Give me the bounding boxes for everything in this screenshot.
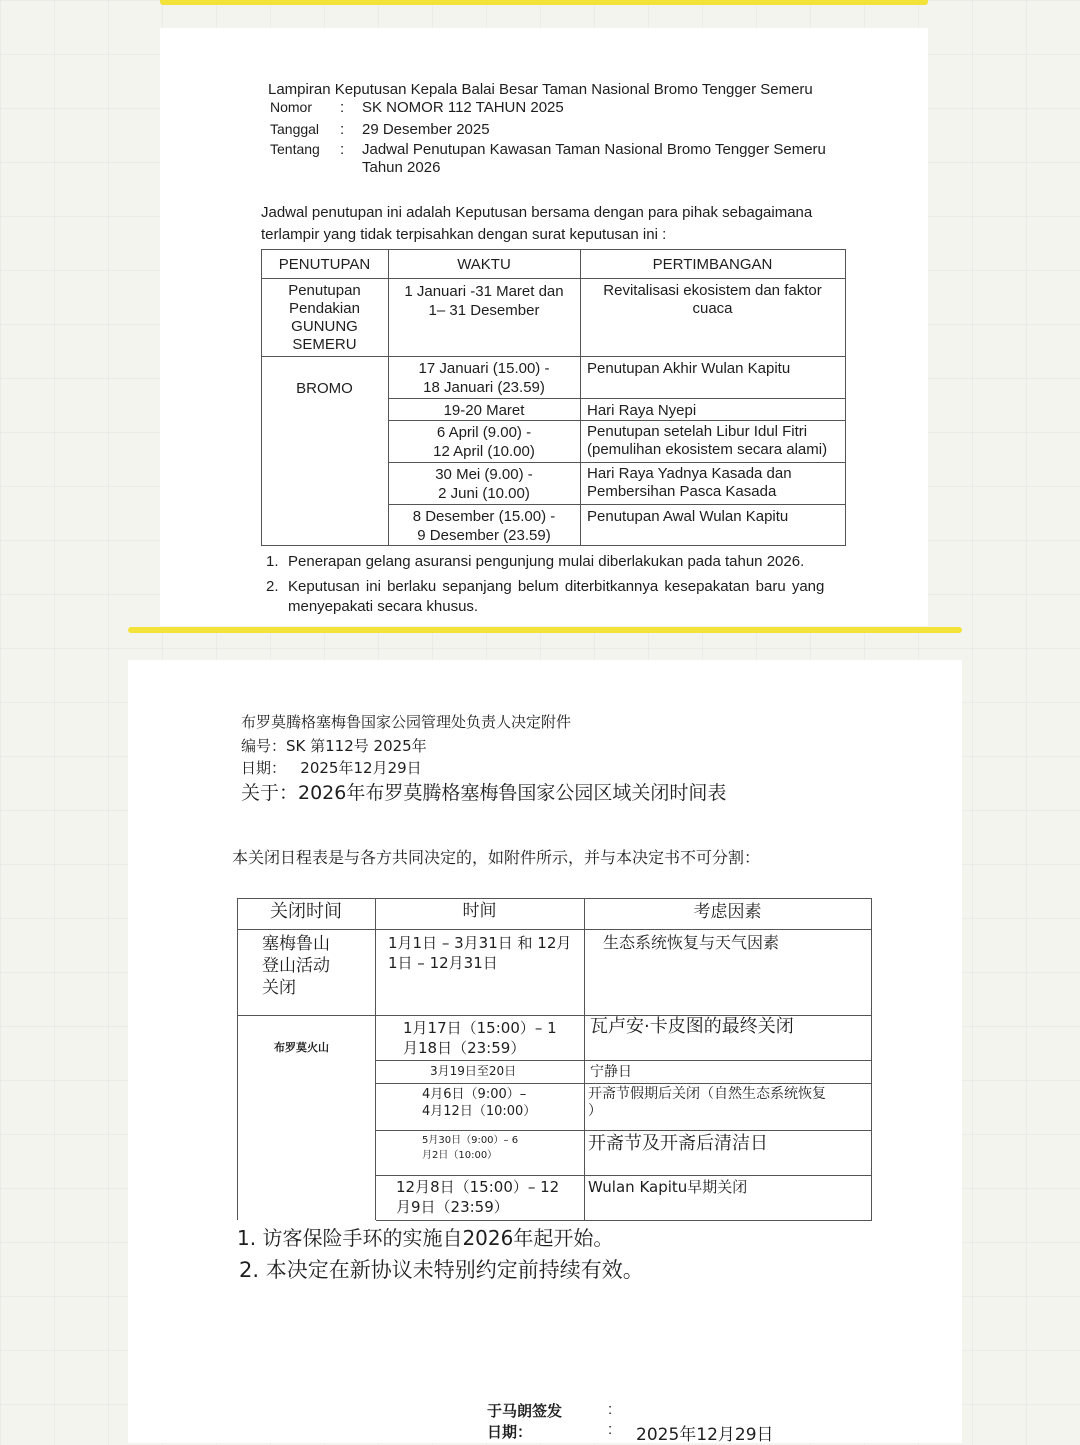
intro-line-1: Jadwal penutupan ini adalah Keputusan bersama dengan para pihak sebagaimana — [261, 204, 813, 221]
bromo-row-5-time: 8 Desember (15.00) - 9 Desember (23.59) — [412, 508, 556, 544]
tentang-value-1: Jadwal Penutupan Kawasan Taman Nasional Bromo Tengger Semeru — [362, 141, 826, 158]
zh-bromo-row-2-reason: 宁静日 — [590, 1064, 632, 1080]
table-line — [376, 1175, 872, 1176]
top-yellow-bar — [160, 0, 928, 5]
zh-doc-subject: 关于：2026年布罗莫腾格塞梅鲁国家公园区域关闭时间表 — [241, 782, 727, 804]
note-2-number: 2. — [266, 578, 279, 595]
bromo-row-4-reason: Hari Raya Yadnya Kasada dan Pembersihan Pasca Kasada — [587, 465, 792, 500]
zh-semeru-label: 塞梅鲁山 登山活动 关闭 — [262, 934, 330, 998]
tanggal-label: Tanggal — [270, 121, 320, 137]
note-1-text: Penerapan gelang asuransi pengunjung mulai diberlakukan pada tahun 2026. — [288, 553, 805, 570]
sign-date-colon: : — [608, 1421, 613, 1438]
zh-column-header-closure: 关闭时间 — [270, 901, 342, 922]
table-line — [261, 545, 846, 546]
bromo-label: BROMO — [296, 380, 353, 397]
tentang-label: Tentang — [270, 141, 320, 157]
tanggal-colon: : — [340, 121, 345, 138]
sign-place: 于马朗签发 — [487, 1402, 563, 1420]
table-line — [388, 504, 846, 505]
zh-bromo-row-4-time: 5月30日（9:00）– 6 月2日（10:00） — [422, 1135, 519, 1161]
zh-semeru-time: 1月1日 – 3月31日 和 12月 1日 – 12月31日 — [388, 934, 572, 972]
semeru-time: 1 Januari -31 Maret dan 1– 31 Desember — [404, 283, 564, 319]
nomor-colon: : — [340, 99, 345, 116]
zh-doc-date: 日期： 2025年12月29日 — [241, 759, 422, 777]
zh-semeru-reason: 生态系统恢复与天气因素 — [603, 933, 780, 952]
semeru-reason: Revitalisasi ekosistem dan faktor cuaca — [603, 282, 822, 317]
column-header-waktu: WAKTU — [457, 256, 511, 273]
zh-bromo-row-3-reason: 开斋节假期后关闭（自然生态系统恢复 ） — [588, 1086, 826, 1119]
bromo-row-2-time: 19-20 Maret — [443, 402, 525, 419]
column-header-penutupan: PENUTUPAN — [278, 256, 371, 273]
table-line — [845, 249, 846, 546]
zh-bromo-row-1-reason: 瓦卢安·卡皮图的最终关闭 — [590, 1016, 794, 1037]
zh-intro: 本关闭日程表是与各方共同决定的，如附件所示，并与本决定书不可分割： — [232, 848, 761, 867]
zh-bromo-row-4-reason: 开斋节及开斋后清洁日 — [588, 1133, 768, 1154]
zh-note-2: 2. 本决定在新协议未特别约定前持续有效。 — [239, 1258, 644, 1282]
doc-header: Lampiran Keputusan Kepala Balai Besar Taman Nasional Bromo Tengger Semeru — [268, 81, 813, 98]
zh-bromo-row-1-time: 1月17日（15:00）– 1 月18日（23:59） — [403, 1019, 557, 1057]
table-line — [237, 898, 238, 1220]
zh-bromo-label: 布罗莫火山 — [274, 1041, 329, 1054]
table-line — [388, 420, 846, 421]
zh-doc-number: 编号：SK 第112号 2025年 — [241, 737, 427, 755]
zh-bromo-row-2-time: 3月19日至20日 — [430, 1064, 517, 1078]
bromo-row-2-reason: Hari Raya Nyepi — [587, 402, 697, 419]
table-line — [388, 462, 846, 463]
table-line — [261, 356, 846, 357]
table-line — [261, 249, 846, 250]
tentang-value-2: Tahun 2026 — [362, 159, 441, 176]
sign-date-label: 日期： — [487, 1423, 533, 1441]
bromo-row-3-time: 6 April (9.00) - 12 April (10.00) — [433, 424, 535, 460]
zh-bromo-row-5-time: 12月8日（15:00）– 12 月9日（23:59） — [396, 1178, 560, 1216]
nomor-value: SK NOMOR 112 TAHUN 2025 — [362, 99, 564, 116]
semeru-label: Penutupan Pendakian GUNUNG SEMERU — [288, 282, 361, 353]
table-line — [871, 898, 872, 1220]
table-line — [376, 1130, 872, 1131]
bromo-row-1-time: 17 Januari (15.00) - 18 Januari (23.59) — [418, 360, 550, 396]
note-1-number: 1. — [266, 553, 279, 570]
zh-column-header-time: 时间 — [462, 901, 497, 921]
table-line — [261, 278, 846, 279]
table-line — [237, 898, 872, 899]
bromo-row-3-reason: Penutupan setelah Libur Idul Fitri (pemulihan ekosistem secara alami) — [587, 423, 828, 458]
bromo-row-5-reason: Penutupan Awal Wulan Kapitu — [587, 508, 789, 525]
sign-place-colon: : — [608, 1401, 613, 1418]
table-line — [376, 1220, 872, 1221]
bromo-row-1-reason: Penutupan Akhir Wulan Kapitu — [587, 360, 791, 377]
tentang-colon: : — [340, 141, 345, 158]
bromo-row-4-time: 30 Mei (9.00) - 2 Juni (10.00) — [435, 466, 533, 502]
note-2-text-a: Keputusan ini berlaku sepanjang belum diterbitkannya kesepakatan baru yang — [288, 578, 825, 595]
table-line — [375, 898, 376, 1220]
zh-column-header-reason: 考虑因素 — [693, 902, 762, 922]
tanggal-value: 29 Desember 2025 — [362, 121, 490, 138]
zh-bromo-row-5-reason: Wulan Kapitu早期关闭 — [588, 1178, 748, 1196]
zh-note-1: 1. 访客保险手环的实施自2026年起开始。 — [237, 1226, 614, 1250]
zh-doc-header: 布罗莫腾格塞梅鲁国家公园管理处负责人决定附件 — [241, 713, 572, 731]
table-line — [237, 929, 872, 930]
table-line — [388, 398, 846, 399]
intro-line-2: terlampir yang tidak terpisahkan dengan surat keputusan ini : — [261, 226, 667, 243]
zh-bromo-row-3-time: 4月6日（9:00）– 4月12日（10:00） — [422, 1087, 537, 1119]
table-line — [376, 1083, 872, 1084]
table-line — [584, 898, 585, 1220]
sign-date: 2025年12月29日 — [636, 1425, 774, 1445]
table-line — [376, 1060, 872, 1061]
middle-yellow-bar — [128, 627, 962, 633]
nomor-label: Nomor — [270, 99, 313, 115]
column-header-pertimbangan: PERTIMBANGAN — [652, 256, 773, 273]
note-2-text-b: menyepakati secara khusus. — [288, 598, 479, 615]
